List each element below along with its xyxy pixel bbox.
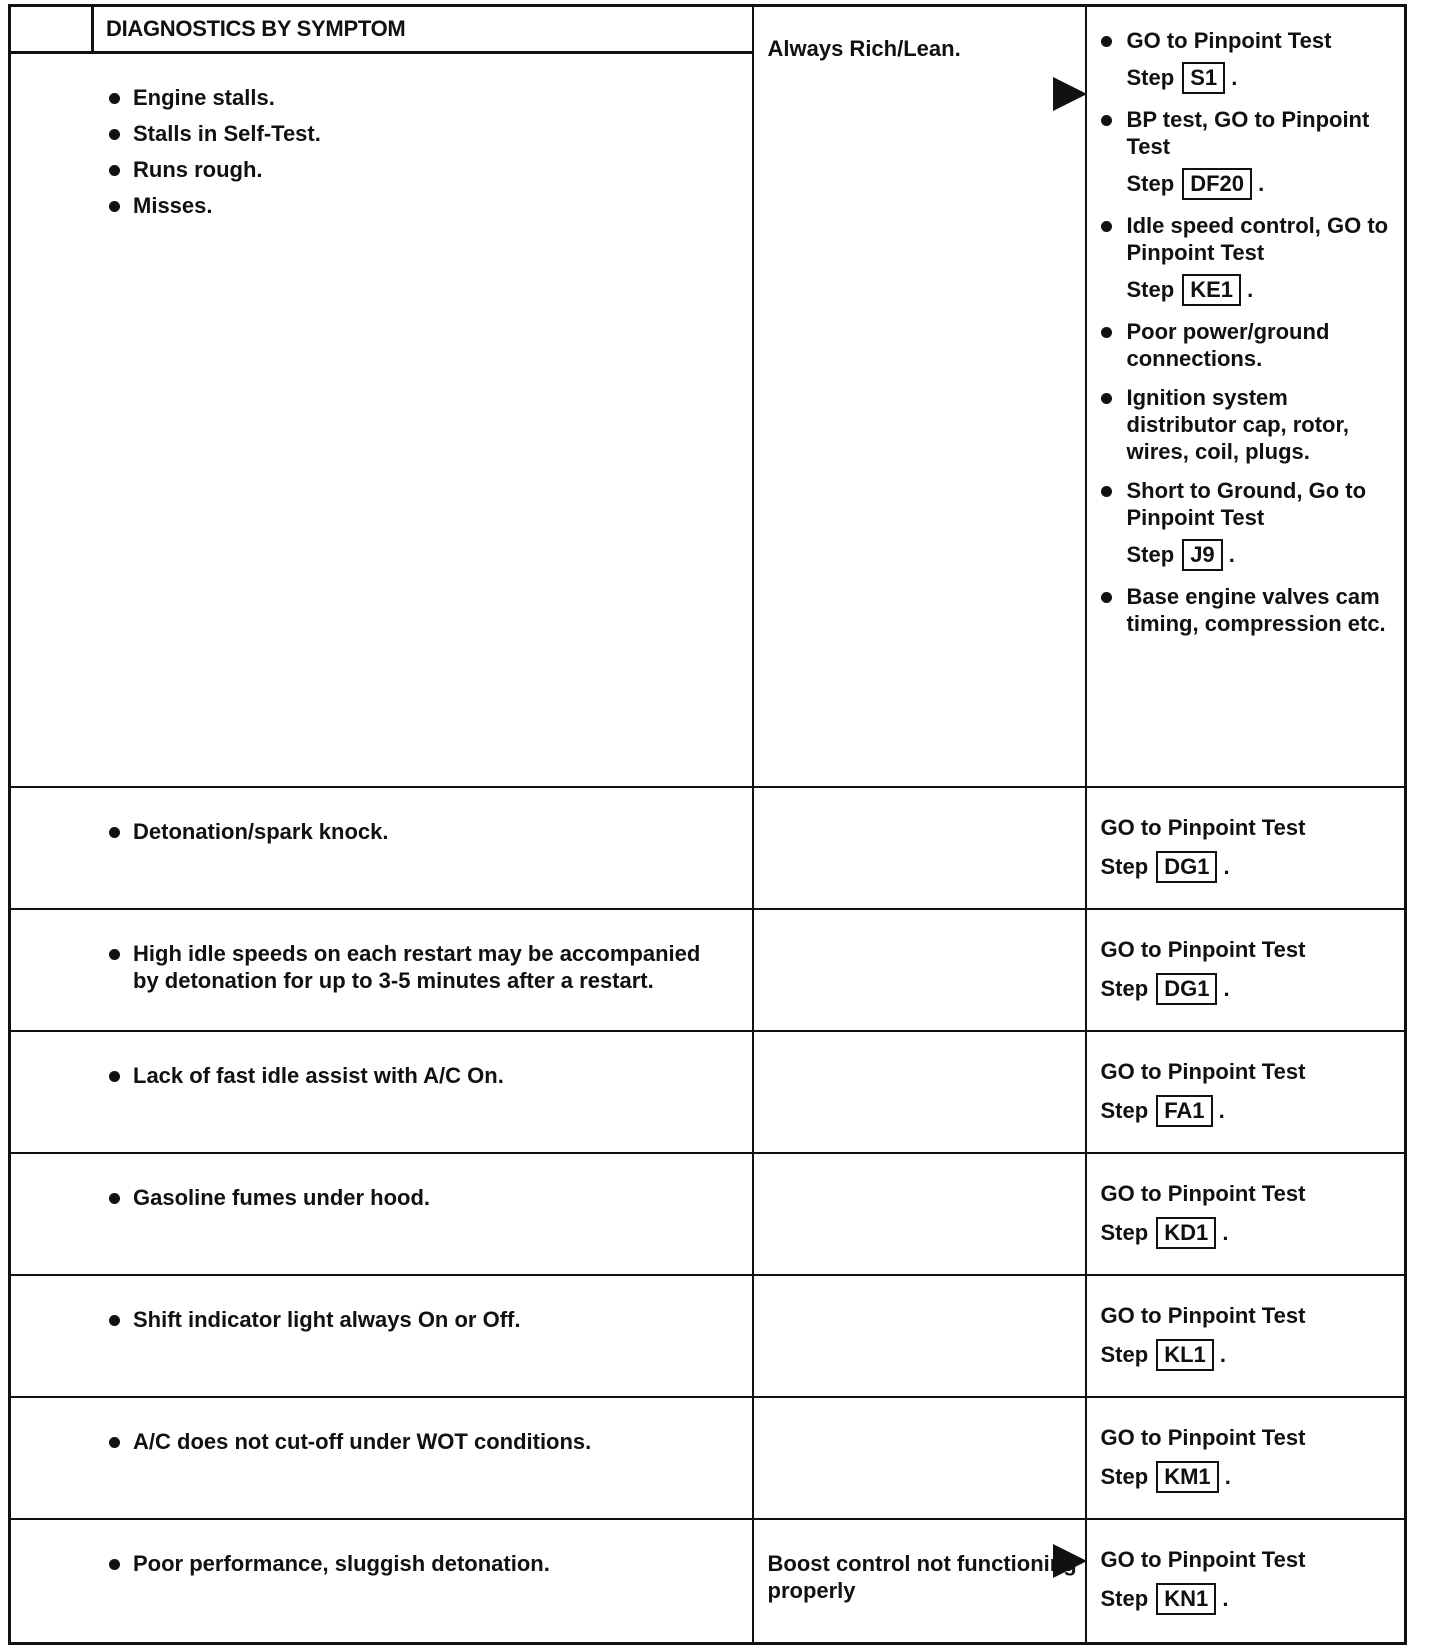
condition-cell: [753, 787, 1086, 909]
action-list: [1087, 7, 1405, 637]
list-item: Engine stalls.: [107, 80, 752, 116]
arrow-right-icon: [1053, 1544, 1087, 1578]
table-row: [10, 1153, 1406, 1275]
step-code: KN1: [1156, 1583, 1216, 1615]
action-cell: [1086, 1519, 1406, 1644]
action-text: GO to Pinpoint Test: [1100, 936, 1306, 962]
step-label: Step: [1100, 975, 1149, 1001]
action-cell: [1086, 1397, 1406, 1519]
action-cell: [1086, 787, 1406, 909]
action-cell: [1086, 1275, 1406, 1397]
condition-text: [754, 1398, 1085, 1426]
step-code: KM1: [1156, 1461, 1218, 1493]
condition-text: Boost control not functioning properly: [767, 1550, 1077, 1603]
table-row: [10, 909, 1406, 1031]
condition-cell: [753, 1031, 1086, 1153]
action-text: GO to Pinpoint Test: [1100, 1546, 1306, 1572]
step-line: Step KM1 .: [1101, 1461, 1405, 1493]
diagnostics-sheet: [8, 4, 1404, 1644]
step-label: Step: [1126, 277, 1175, 302]
action-cell: [1086, 6, 1406, 787]
header-empty-box: [11, 7, 94, 51]
symptom-list: [11, 54, 752, 224]
condition-cell: [753, 6, 1086, 787]
symptom-cell: [10, 1275, 753, 1397]
symptom-cell: [10, 909, 753, 1031]
list-item: [1097, 583, 1397, 637]
list-item: Runs rough.: [107, 152, 752, 188]
step-label: Step: [1100, 1097, 1149, 1123]
condition-text: [754, 1032, 1085, 1060]
action-text: GO to Pinpoint Test: [1100, 814, 1306, 840]
action-text: Base engine valves cam timing, compression etc.: [1126, 584, 1386, 636]
action-text: GO to Pinpoint Test: [1100, 1180, 1306, 1206]
list-item: Misses.: [107, 188, 752, 224]
table-header: [11, 7, 752, 54]
action-text: BP test, GO to Pinpoint Test: [1126, 107, 1370, 159]
condition-cell: [753, 1275, 1086, 1397]
action-cell: [1086, 1031, 1406, 1153]
condition-cell: [753, 1397, 1086, 1519]
action-cell: [1086, 1153, 1406, 1275]
symptom-text: A/C does not cut-off under WOT conditions.: [11, 1398, 752, 1455]
page-title: DIAGNOSTICS BY SYMPTOM: [106, 16, 406, 41]
symptom-cell: [10, 1153, 753, 1275]
symptom-text: Gasoline fumes under hood.: [11, 1154, 752, 1211]
action-text: Poor power/ground connections.: [1126, 319, 1330, 371]
condition-text: [754, 1276, 1085, 1304]
step-label: Step: [1126, 171, 1175, 196]
list-item: [1097, 318, 1397, 372]
step-code: FA1: [1156, 1095, 1212, 1127]
condition-text: [754, 1154, 1085, 1182]
symptom-cell: [10, 1397, 753, 1519]
arrow-right-icon: [1053, 77, 1087, 111]
action-text: GO to Pinpoint Test: [1100, 1302, 1306, 1328]
symptom-cell: [10, 1519, 753, 1644]
list-item: [1097, 106, 1397, 200]
condition-text: Always Rich/Lean.: [767, 36, 961, 61]
condition-text: [754, 788, 1085, 816]
step-line: Step KE1 .: [1127, 274, 1397, 306]
step-code: J9: [1182, 539, 1222, 571]
action-text: Short to Ground, Go to Pinpoint Test: [1126, 478, 1367, 530]
step-line: Step KL1 .: [1101, 1339, 1405, 1371]
condition-cell: [753, 1519, 1086, 1644]
step-label: Step: [1126, 65, 1175, 90]
symptom-text: High idle speeds on each restart may be accompanied by detonation for up to 3-5 minutes after a restart.: [11, 910, 752, 994]
step-code: KD1: [1156, 1217, 1216, 1249]
list-item: [1097, 384, 1397, 465]
symptom-cell: [10, 1031, 753, 1153]
step-label: Step: [1100, 1585, 1149, 1611]
condition-cell: [753, 1153, 1086, 1275]
symptom-cell: [10, 787, 753, 909]
step-code: KE1: [1182, 274, 1241, 306]
list-item: [1097, 27, 1397, 94]
table-row: [10, 1275, 1406, 1397]
step-line: Step J9 .: [1127, 539, 1397, 571]
step-code: KL1: [1156, 1339, 1214, 1371]
action-text: Idle speed control, GO to Pinpoint Test: [1126, 213, 1389, 265]
step-label: Step: [1100, 1463, 1149, 1489]
symptom-text: Lack of fast idle assist with A/C On.: [11, 1032, 752, 1089]
step-code: DG1: [1156, 851, 1217, 883]
action-text: GO to Pinpoint Test: [1126, 28, 1332, 53]
list-item: [1097, 477, 1397, 571]
step-code: DF20: [1182, 168, 1252, 200]
diagnostics-table: [8, 4, 1407, 1645]
step-line: Step S1 .: [1127, 62, 1397, 94]
table-row: [10, 1519, 1406, 1644]
step-label: Step: [1100, 853, 1149, 879]
condition-text: [754, 910, 1085, 938]
table-row: [10, 6, 1406, 787]
list-item: Stalls in Self-Test.: [107, 116, 752, 152]
step-line: Step DG1 .: [1101, 973, 1405, 1005]
table-row: [10, 1031, 1406, 1153]
step-code: DG1: [1156, 973, 1217, 1005]
step-line: Step KD1 .: [1101, 1217, 1405, 1249]
condition-cell: [753, 909, 1086, 1031]
step-label: Step: [1100, 1219, 1149, 1245]
table-row: [10, 787, 1406, 909]
step-line: Step DG1 .: [1101, 851, 1405, 883]
symptom-text: Detonation/spark knock.: [11, 788, 752, 845]
action-text: GO to Pinpoint Test: [1100, 1424, 1306, 1450]
action-cell: [1086, 909, 1406, 1031]
step-code: S1: [1182, 62, 1225, 94]
step-line: Step FA1 .: [1101, 1095, 1405, 1127]
step-label: Step: [1126, 542, 1175, 567]
table-row: [10, 1397, 1406, 1519]
action-text: GO to Pinpoint Test: [1100, 1058, 1306, 1084]
symptom-text: Shift indicator light always On or Off.: [11, 1276, 752, 1333]
step-line: Step DF20 .: [1127, 168, 1397, 200]
list-item: [1097, 212, 1397, 306]
symptom-text: Poor performance, sluggish detonation.: [11, 1520, 752, 1577]
symptom-cell: [10, 6, 753, 787]
step-line: Step KN1 .: [1101, 1583, 1405, 1615]
step-label: Step: [1100, 1341, 1149, 1367]
action-text: Ignition system distributor cap, rotor, wires, coil, plugs.: [1126, 385, 1349, 464]
